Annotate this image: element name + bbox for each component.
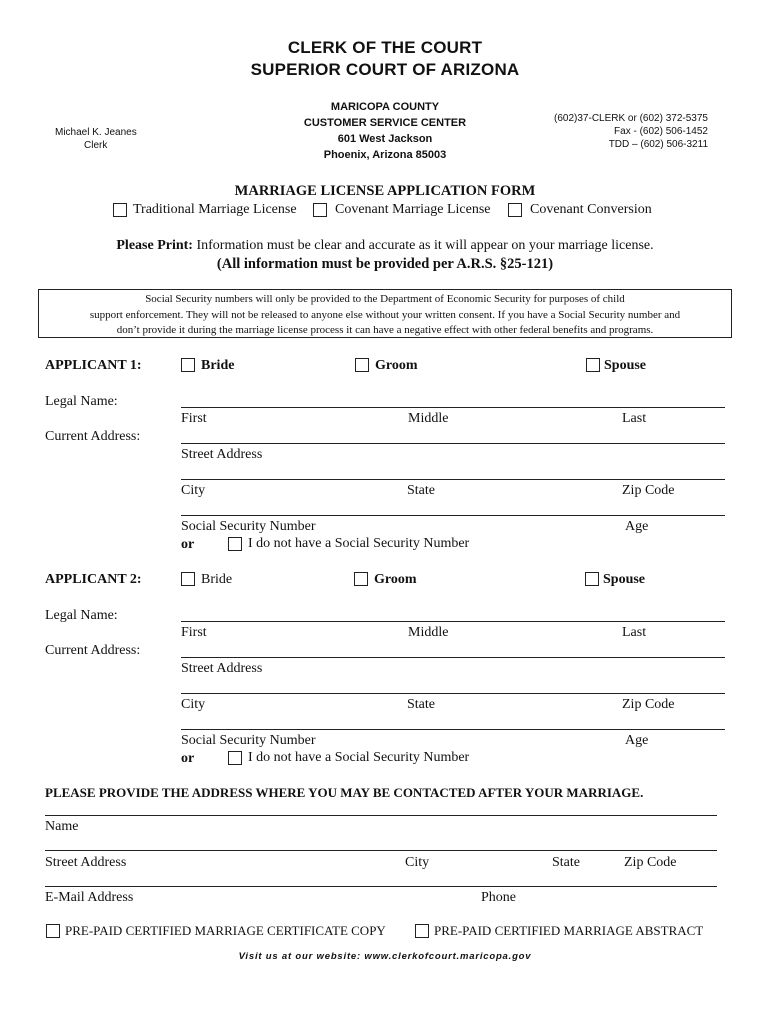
contact-name-label: Name <box>45 819 79 834</box>
applicant2-no-ssn-checkbox[interactable] <box>228 751 242 765</box>
applicant2-middle-label: Middle <box>408 625 449 640</box>
applicant1-address-label: Current Address: <box>45 429 141 444</box>
applicant1-no-ssn-label: I do not have a Social Security Number <box>248 536 470 551</box>
applicant2-city-line[interactable] <box>181 693 725 694</box>
applicant1-street-label: Street Address <box>181 447 263 462</box>
certificate-copy-label: PRE-PAID CERTIFIED MARRIAGE CERTIFICATE COPY <box>65 923 386 938</box>
page-title-line2: SUPERIOR COURT OF ARIZONA <box>250 60 520 79</box>
contact-email-label: E-Mail Address <box>45 890 134 905</box>
applicant1-groom-label: Groom <box>375 358 418 373</box>
applicant1-no-ssn-checkbox[interactable] <box>228 537 242 551</box>
contact-email-line[interactable] <box>45 886 717 887</box>
applicant2-first-label: First <box>181 625 207 640</box>
clerk-name: Michael K. Jeanes <box>55 127 137 138</box>
applicant2-zip-label: Zip Code <box>622 697 675 712</box>
covenant-conversion-label: Covenant Conversion <box>530 202 652 217</box>
applicant1-last-label: Last <box>622 411 647 426</box>
applicant2-age-label: Age <box>625 733 649 748</box>
fax-number: Fax - (602) 506-1452 <box>614 126 708 137</box>
traditional-license-label: Traditional Marriage License <box>133 202 297 217</box>
covenant-license-checkbox[interactable] <box>313 203 327 217</box>
applicant1-or-label: or <box>181 537 195 552</box>
applicant2-heading: APPLICANT 2: <box>45 572 142 587</box>
contact-state-label: State <box>552 855 580 870</box>
applicant1-bride-label: Bride <box>201 358 235 373</box>
please-print-text: Information must be clear and accurate as it will appear on your marriage license. <box>196 238 654 253</box>
applicant2-or-label: or <box>181 751 195 766</box>
applicant2-ssn-label: Social Security Number <box>181 733 316 748</box>
office-city: Phoenix, Arizona 85003 <box>323 149 447 161</box>
applicant2-bride-label: Bride <box>201 572 233 587</box>
certificate-copy-checkbox[interactable] <box>46 924 60 938</box>
clerk-title: Clerk <box>84 140 108 151</box>
applicant1-spouse-checkbox[interactable] <box>586 358 600 372</box>
applicant2-name-line[interactable] <box>181 621 725 622</box>
applicant2-street-line[interactable] <box>181 657 725 658</box>
applicant1-heading: APPLICANT 1: <box>45 358 142 373</box>
phone-number: (602)37-CLERK or (602) 372-5375 <box>554 113 708 124</box>
applicant1-age-label: Age <box>625 519 649 534</box>
applicant1-spouse-label: Spouse <box>604 358 647 373</box>
applicant1-ssn-line[interactable] <box>181 515 725 516</box>
contact-name-line[interactable] <box>45 815 717 816</box>
tdd-number: TDD – (602) 506-3211 <box>608 139 708 150</box>
applicant1-middle-label: Middle <box>408 411 449 426</box>
contact-zip-label: Zip Code <box>624 855 677 870</box>
please-print-label: Please Print: <box>116 238 193 253</box>
contact-street-label: Street Address <box>45 855 127 870</box>
form-title: MARRIAGE LICENSE APPLICATION FORM <box>234 183 536 199</box>
applicant1-groom-checkbox[interactable] <box>355 358 369 372</box>
applicant1-city-label: City <box>181 483 206 498</box>
please-print-line <box>0 238 770 254</box>
applicant2-state-label: State <box>407 697 435 712</box>
applicant1-city-line[interactable] <box>181 479 725 480</box>
applicant2-last-label: Last <box>622 625 647 640</box>
applicant2-spouse-label: Spouse <box>603 572 646 587</box>
footer-website: Visit us at our website: www.clerkofcourt.maricopa.gov <box>238 951 532 962</box>
applicant2-legal-name-label: Legal Name: <box>45 608 118 623</box>
page-title-line1: CLERK OF THE COURT <box>287 38 483 57</box>
marriage-abstract-checkbox[interactable] <box>415 924 429 938</box>
applicant1-street-line[interactable] <box>181 443 725 444</box>
covenant-conversion-checkbox[interactable] <box>508 203 522 217</box>
ssn-notice-line1: Social Security numbers will only be provided to the Department of Economic Security for purposes of child <box>145 293 625 305</box>
applicant1-legal-name-label: Legal Name: <box>45 394 118 409</box>
applicant1-zip-label: Zip Code <box>622 483 675 498</box>
applicant2-address-label: Current Address: <box>45 643 141 658</box>
office-address <box>275 99 495 163</box>
office-street: 601 West Jackson <box>337 133 433 145</box>
applicant1-first-label: First <box>181 411 207 426</box>
applicant2-ssn-line[interactable] <box>181 729 725 730</box>
requirement-note: (All information must be provided per A.R.S. §25-121) <box>216 256 554 272</box>
applicant1-name-line[interactable] <box>181 407 725 408</box>
applicant2-groom-checkbox[interactable] <box>354 572 368 586</box>
applicant1-ssn-label: Social Security Number <box>181 519 316 534</box>
office-county: MARICOPA COUNTY <box>330 101 440 113</box>
ssn-notice-line2: support enforcement. They will not be released to anyone else without your written consent. If you have a Social Security number and <box>89 308 681 321</box>
applicant2-spouse-checkbox[interactable] <box>585 572 599 586</box>
ssn-notice-line3: don’t provide it during the marriage license process it can have a negative effect with other federal benefits and programs. <box>116 324 654 336</box>
contact-address-line[interactable] <box>45 850 717 851</box>
applicant2-city-label: City <box>181 697 206 712</box>
applicant2-street-label: Street Address <box>181 661 263 676</box>
applicant2-bride-checkbox[interactable] <box>181 572 195 586</box>
contact-phone-label: Phone <box>481 890 516 905</box>
applicant1-bride-checkbox[interactable] <box>181 358 195 372</box>
contact-city-label: City <box>405 855 430 870</box>
covenant-license-label: Covenant Marriage License <box>335 202 491 217</box>
applicant2-no-ssn-label: I do not have a Social Security Number <box>248 750 470 765</box>
ssn-notice-box <box>38 289 732 338</box>
marriage-abstract-label: PRE-PAID CERTIFIED MARRIAGE ABSTRACT <box>434 923 704 938</box>
contact-heading: PLEASE PROVIDE THE ADDRESS WHERE YOU MAY BE CONTACTED AFTER YOUR MARRIAGE. <box>45 785 644 800</box>
applicant2-groom-label: Groom <box>374 572 417 587</box>
office-center: CUSTOMER SERVICE CENTER <box>303 117 467 129</box>
traditional-license-checkbox[interactable] <box>113 203 127 217</box>
applicant1-state-label: State <box>407 483 435 498</box>
